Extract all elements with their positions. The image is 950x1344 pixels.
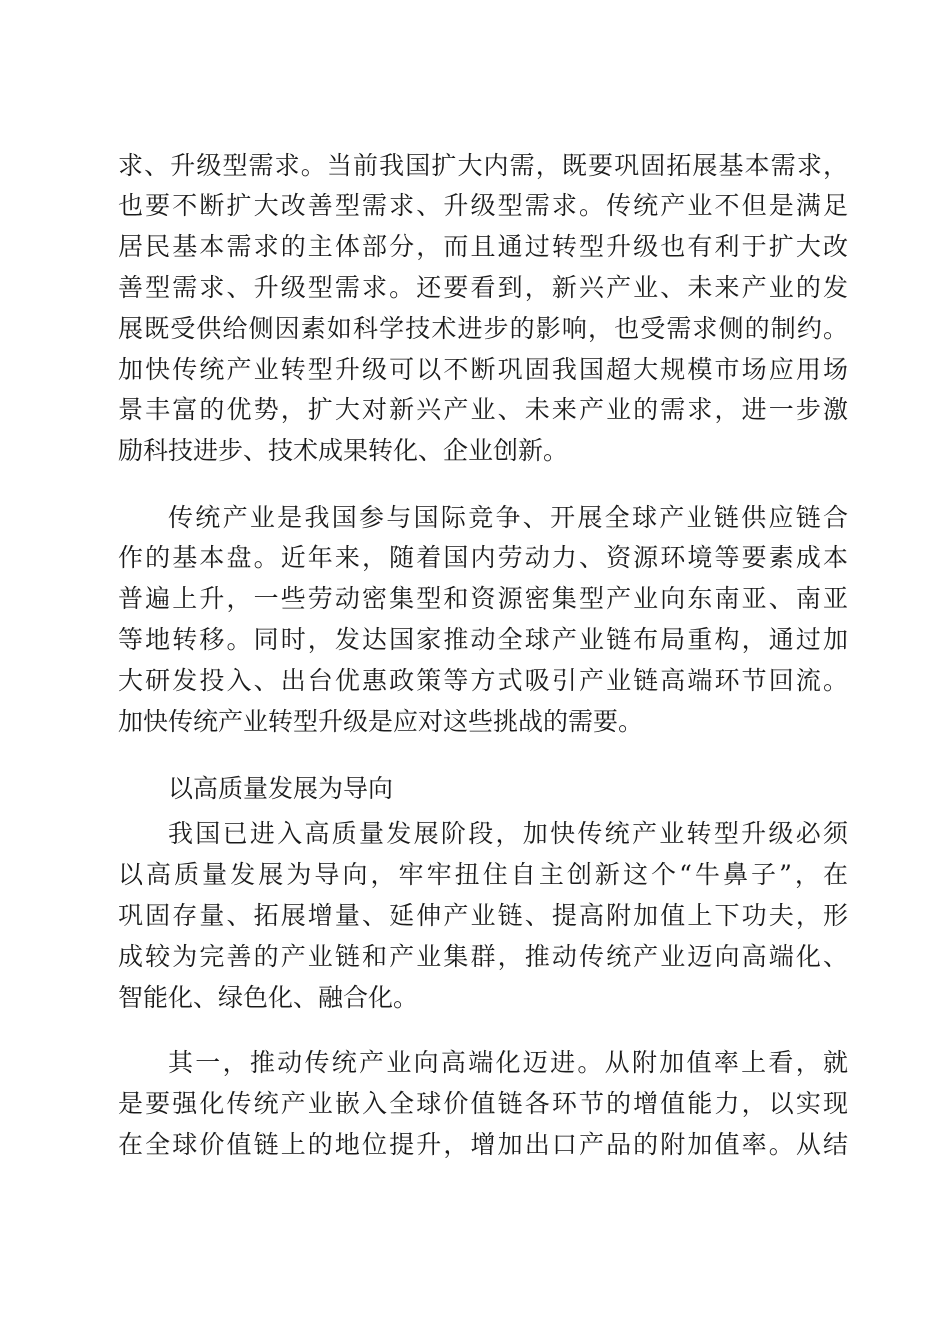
text-line: 我国已进入高质量发展阶段，加快传统产业转型升级必须 (168, 819, 848, 848)
text-line: 传统产业是我国参与国际竞争、开展全球产业链供应链合 (168, 503, 848, 532)
text-line: 普遍上升，一些劳动密集型和资源密集型产业向东南亚、南亚 (118, 584, 848, 613)
text-line: 是要强化传统产业嵌入全球价值链各环节的增值能力，以实现 (118, 1089, 848, 1118)
text-line: 加快传统产业转型升级是应对这些挑战的需要。 (118, 707, 644, 736)
text-line: 励科技进步、技术成果转化、企业创新。 (118, 436, 569, 465)
text-line: 智能化、绿色化、融合化。 (118, 983, 419, 1012)
text-line: 大研发投入、出台优惠政策等方式吸引产业链高端环节回流。 (118, 666, 848, 695)
text-line: 展既受供给侧因素如科学技术进步的影响，也受需求侧的制约。 (118, 314, 848, 343)
text-line: 巩固存量、拓展增量、延伸产业链、提高附加值上下功夫，形 (118, 901, 848, 930)
text-line: 成较为完善的产业链和产业集群，推动传统产业迈向高端化、 (118, 942, 848, 971)
text-line: 也要不断扩大改善型需求、升级型需求。传统产业不但是满足 (118, 191, 848, 220)
section-heading: 以高质量发展为导向 (168, 774, 394, 803)
text-line: 在全球价值链上的地位提升，增加出口产品的附加值率。从结 (118, 1130, 848, 1159)
text-line: 善型需求、升级型需求。还要看到，新兴产业、未来产业的发 (118, 273, 848, 302)
text-line: 等地转移。同时，发达国家推动全球产业链布局重构，通过加 (118, 625, 848, 654)
text-line: 以高质量发展为导向，牢牢扭住自主创新这个“牛鼻子”，在 (118, 860, 848, 889)
text-line: 其一，推动传统产业向高端化迈进。从附加值率上看，就 (168, 1048, 848, 1077)
text-line: 居民基本需求的主体部分，而且通过转型升级也有利于扩大改 (118, 232, 848, 261)
text-line: 作的基本盘。近年来，随着国内劳动力、资源环境等要素成本 (118, 543, 848, 572)
text-line: 求、升级型需求。当前我国扩大内需，既要巩固拓展基本需求， (118, 151, 848, 180)
text-line: 加快传统产业转型升级可以不断巩固我国超大规模市场应用场 (118, 355, 848, 384)
text-line: 景丰富的优势，扩大对新兴产业、未来产业的需求，进一步激 (118, 395, 848, 424)
